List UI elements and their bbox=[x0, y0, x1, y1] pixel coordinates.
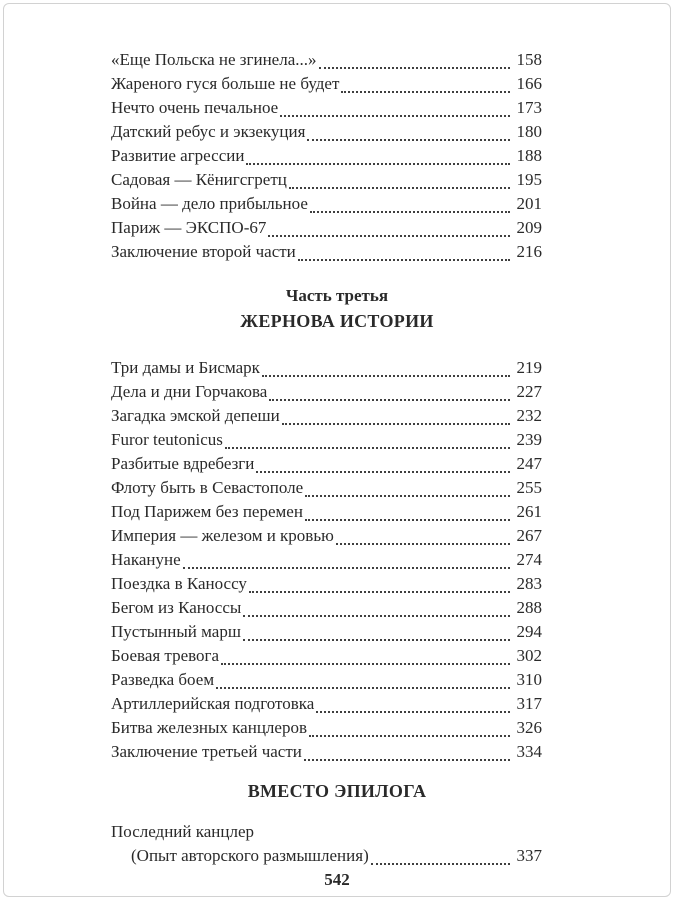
book-page bbox=[3, 3, 671, 897]
toc-dot-leader bbox=[241, 627, 512, 644]
toc-page-number: 227 bbox=[516, 382, 542, 401]
toc-entry-title: Furor teutonicus bbox=[111, 430, 223, 449]
toc-dot-leader bbox=[260, 363, 512, 380]
toc-dot-leader bbox=[334, 531, 512, 548]
toc-entry-title: (Опыт авторского размышления) bbox=[131, 846, 369, 865]
toc-entry bbox=[111, 692, 542, 716]
toc-page-number: 283 bbox=[516, 574, 542, 593]
toc-entry-title: Загадка эмской депеши bbox=[111, 406, 280, 425]
section-heading-line: Часть третья bbox=[285, 286, 389, 305]
toc-entry bbox=[111, 120, 542, 144]
toc-entry bbox=[111, 716, 542, 740]
toc-entry bbox=[111, 144, 542, 168]
toc-page-number: 317 bbox=[516, 694, 542, 713]
toc-entry-title: Битва железных канцлеров bbox=[111, 718, 307, 737]
toc-entry-title: Империя — железом и кровью bbox=[111, 526, 334, 545]
toc-entry-title: Бегом из Каноссы bbox=[111, 598, 242, 617]
toc-entry bbox=[111, 428, 542, 452]
toc-page-number: 334 bbox=[516, 742, 542, 761]
toc-entry bbox=[111, 500, 542, 524]
toc-entry-title: Дела и дни Горчакова bbox=[111, 382, 268, 401]
toc-entry bbox=[111, 48, 542, 72]
toc-entry-title: Жареного гуся больше не будет bbox=[111, 74, 340, 93]
toc-entry-title: Боевая тревога bbox=[111, 646, 220, 665]
toc-dot-leader bbox=[266, 223, 512, 240]
toc-entries bbox=[111, 48, 542, 264]
toc-dot-leader bbox=[305, 127, 512, 144]
toc-entry-title: Поездка в Каноссу bbox=[111, 574, 247, 593]
toc-entries bbox=[111, 356, 542, 764]
toc-entry-title: Париж — ЭКСПО-67 bbox=[111, 218, 267, 237]
toc-entry-title: Разбитые вдребезги bbox=[111, 454, 255, 473]
section-heading-line: ЖЕРНОВА ИСТОРИИ bbox=[240, 311, 434, 331]
toc-dot-leader bbox=[314, 699, 512, 716]
toc-dot-leader bbox=[223, 435, 512, 452]
toc-entry-title: Развитие агрессии bbox=[111, 146, 245, 165]
toc-entry-title: Заключение третьей части bbox=[111, 742, 302, 761]
toc-page-number: 267 bbox=[516, 526, 542, 545]
toc-page-number: 216 bbox=[516, 242, 542, 261]
toc-page-number: 166 bbox=[516, 74, 542, 93]
toc-entry-title: Датский ребус и экзекуция bbox=[111, 122, 306, 141]
toc-dot-leader bbox=[219, 651, 512, 668]
toc-entry bbox=[111, 452, 542, 476]
toc-page-number: 261 bbox=[516, 502, 542, 521]
toc-page-number: 326 bbox=[516, 718, 542, 737]
toc-page-number: 288 bbox=[516, 598, 542, 617]
section-heading bbox=[4, 778, 670, 804]
toc-entry bbox=[111, 476, 542, 500]
toc-page-number: 201 bbox=[516, 194, 542, 213]
toc-dot-leader bbox=[302, 747, 512, 764]
toc-page-number: 310 bbox=[516, 670, 542, 689]
toc-entry bbox=[111, 596, 542, 620]
toc-page-number: 188 bbox=[516, 146, 542, 165]
toc-dot-leader bbox=[307, 723, 512, 740]
toc-entry bbox=[111, 572, 542, 596]
toc-entries bbox=[111, 820, 542, 868]
toc-page-number: 209 bbox=[516, 218, 542, 237]
toc-entry bbox=[111, 240, 542, 264]
toc-page-number: 302 bbox=[516, 646, 542, 665]
toc-entry bbox=[111, 380, 542, 404]
toc-dot-leader bbox=[303, 507, 512, 524]
toc-entry bbox=[111, 644, 542, 668]
toc-entry-title: «Еще Польска не згинела...» bbox=[111, 50, 317, 69]
toc-dot-leader bbox=[280, 411, 512, 428]
toc-entry bbox=[111, 740, 542, 764]
toc-dot-leader bbox=[214, 675, 512, 692]
toc-entry bbox=[111, 192, 542, 216]
toc-entry bbox=[111, 524, 542, 548]
toc-page-number: 158 bbox=[516, 50, 542, 69]
toc-dot-leader bbox=[244, 151, 512, 168]
toc-page-number: 247 bbox=[516, 454, 542, 473]
toc-page-number: 195 bbox=[516, 170, 542, 189]
toc-dot-leader bbox=[296, 247, 512, 264]
toc-dot-leader bbox=[247, 579, 512, 596]
toc-page-number: 337 bbox=[516, 846, 542, 865]
toc-entry-title: Под Парижем без перемен bbox=[111, 502, 303, 521]
toc-dot-leader bbox=[241, 603, 512, 620]
toc-entry bbox=[111, 168, 542, 192]
toc-entry bbox=[111, 216, 542, 240]
toc-dot-leader bbox=[267, 387, 512, 404]
toc-page-number: 239 bbox=[516, 430, 542, 449]
toc-entry-title: Три дамы и Бисмарк bbox=[111, 358, 260, 377]
toc-entry-title: Последний канцлер bbox=[111, 822, 255, 841]
toc-entry bbox=[111, 96, 542, 120]
table-of-contents bbox=[111, 48, 542, 868]
toc-entry-title: Накануне bbox=[111, 550, 181, 569]
toc-page-number: 219 bbox=[516, 358, 542, 377]
toc-page-number: 173 bbox=[516, 98, 542, 117]
toc-entry-title: Война — дело прибыльное bbox=[111, 194, 308, 213]
toc-entry-title: Разведка боем bbox=[111, 670, 215, 689]
page-number: 542 bbox=[324, 870, 350, 889]
toc-page-number: 232 bbox=[516, 406, 542, 425]
toc-dot-leader bbox=[339, 79, 512, 96]
toc-dot-leader bbox=[308, 199, 512, 216]
toc-dot-leader bbox=[278, 103, 512, 120]
toc-dot-leader bbox=[317, 55, 512, 72]
toc-entry bbox=[111, 404, 542, 428]
toc-dot-leader bbox=[254, 459, 512, 476]
toc-entry bbox=[111, 72, 542, 96]
toc-entry-title: Пустынный марш bbox=[111, 622, 241, 641]
toc-entry-title: Заключение второй части bbox=[111, 242, 296, 261]
section-heading-line: ВМЕСТО ЭПИЛОГА bbox=[247, 781, 427, 801]
toc-page-number: 294 bbox=[516, 622, 542, 641]
toc-entry bbox=[111, 548, 542, 572]
toc-page-number: 255 bbox=[516, 478, 542, 497]
toc-page-number: 274 bbox=[516, 550, 542, 569]
toc-entry bbox=[111, 820, 542, 844]
toc-entry-title: Артиллерийская подготовка bbox=[111, 694, 315, 713]
toc-entry bbox=[131, 844, 542, 868]
toc-page-number: 180 bbox=[516, 122, 542, 141]
toc-dot-leader bbox=[287, 175, 512, 192]
toc-entry-title: Нечто очень печальное bbox=[111, 98, 279, 117]
toc-entry bbox=[111, 668, 542, 692]
toc-dot-leader bbox=[303, 483, 512, 500]
toc-entry bbox=[111, 356, 542, 380]
toc-entry bbox=[111, 620, 542, 644]
toc-entry-title: Садовая — Кёнигсгретц bbox=[111, 170, 287, 189]
toc-dot-leader bbox=[369, 851, 512, 868]
toc-entry-title: Флоту быть в Севастополе bbox=[111, 478, 304, 497]
section-heading bbox=[4, 284, 670, 334]
toc-dot-leader bbox=[181, 555, 512, 572]
